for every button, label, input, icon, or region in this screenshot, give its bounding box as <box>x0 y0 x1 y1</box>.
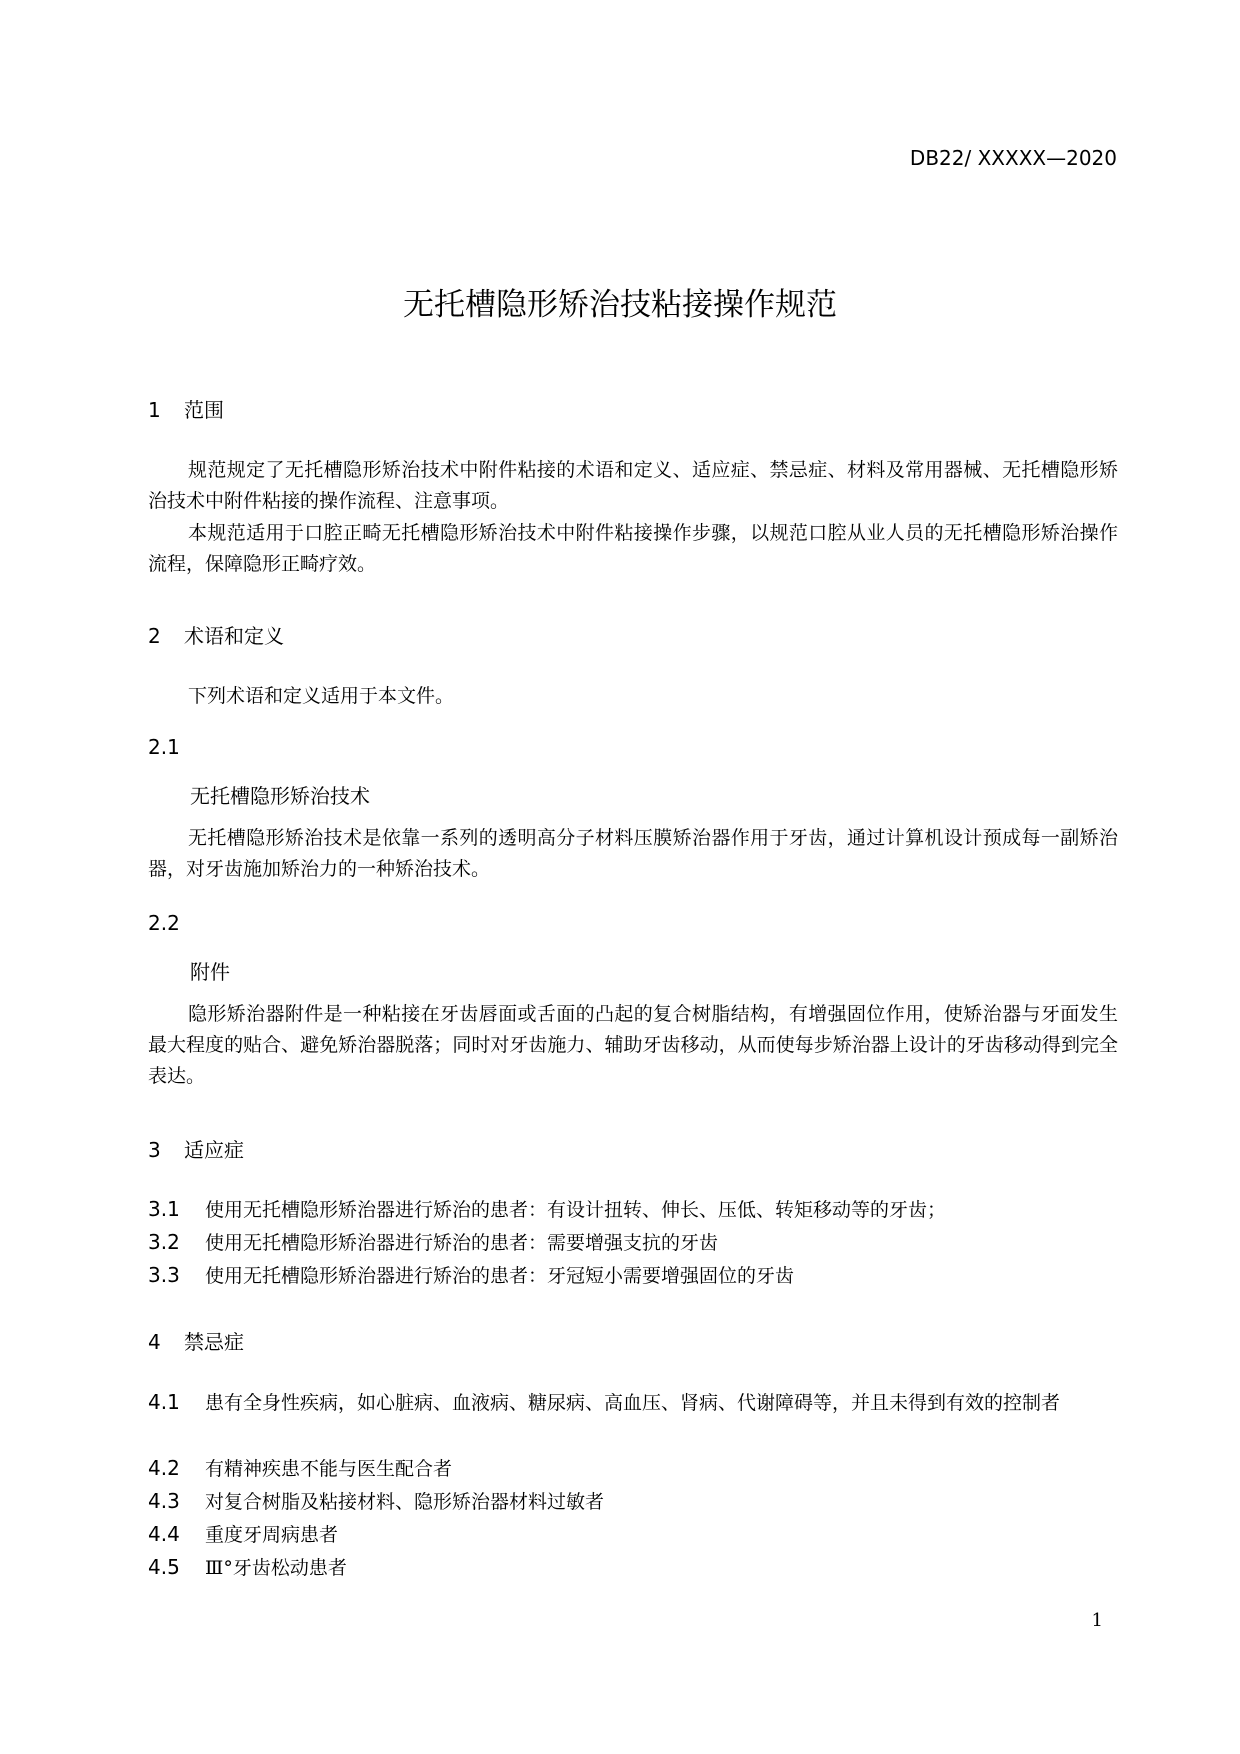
section-title: 适应症 <box>184 1138 244 1162</box>
section-heading-indications <box>148 1134 244 1163</box>
item-text: 使用无托槽隐形矫治器进行矫治的患者：需要增强支抗的牙齿 <box>205 1232 719 1254</box>
section-title: 范围 <box>184 398 224 422</box>
list-item <box>148 1226 1118 1260</box>
item-text: 使用无托槽隐形矫治器进行矫治的患者：有设计扭转、伸长、压低、转矩移动等的牙齿； <box>205 1199 947 1221</box>
paragraph: 本规范适用于口腔正畸无托槽隐形矫治技术中附件粘接操作步骤，以规范口腔从业人员的无托槽隐形矫治操作流程，保障隐形正畸疗效。 <box>148 522 1118 575</box>
list-item <box>148 1193 1118 1227</box>
item-text: 有精神疾患不能与医生配合者 <box>205 1458 453 1480</box>
item-text: Ⅲ°牙齿松动患者 <box>205 1557 347 1579</box>
item-text: 患有全身性疾病，如心脏病、血液病、糖尿病、高血压、肾病、代谢障碍等，并且未得到有效的控制者 <box>205 1392 1061 1414</box>
item-number: 3.3 <box>148 1263 180 1287</box>
term-definition: 无托槽隐形矫治技术是依靠一系列的透明高分子材料压膜矫治器作用于牙齿，通过计算机设计预成每一副矫治器，对牙齿施加矫治力的一种矫治技术。 <box>148 827 1118 880</box>
term-name: 无托槽隐形矫治技术 <box>190 784 370 808</box>
item-number: 3.2 <box>148 1230 180 1254</box>
item-number: 4.3 <box>148 1489 180 1513</box>
section-number: 1 <box>148 398 161 422</box>
item-number: 4.1 <box>148 1390 180 1414</box>
list-item <box>148 1386 1118 1420</box>
item-number: 3.1 <box>148 1197 180 1221</box>
term-number: 2.1 <box>148 735 180 759</box>
paragraph: 下列术语和定义适用于本文件。 <box>188 685 455 707</box>
section-heading-terms <box>148 620 284 649</box>
list-item <box>148 1452 1118 1486</box>
item-text: 使用无托槽隐形矫治器进行矫治的患者：牙冠短小需要增强固位的牙齿 <box>205 1265 795 1287</box>
item-text: 重度牙周病患者 <box>205 1524 339 1546</box>
page-number: 1 <box>1091 1610 1103 1631</box>
section-number: 4 <box>148 1330 161 1354</box>
list-item <box>148 1551 1118 1585</box>
item-number: 4.5 <box>148 1555 180 1579</box>
list-item <box>148 1485 1118 1519</box>
item-number: 4.4 <box>148 1522 180 1546</box>
paragraph: 规范规定了无托槽隐形矫治技术中附件粘接的术语和定义、适应症、禁忌症、材料及常用器械、无托槽隐形矫治技术中附件粘接的操作流程、注意事项。 <box>148 459 1118 512</box>
standard-number: DB22/ XXXXX—2020 <box>909 146 1117 170</box>
item-number: 4.2 <box>148 1456 180 1480</box>
section-number: 2 <box>148 624 161 648</box>
list-item <box>148 1518 1118 1552</box>
list-item <box>148 1259 1118 1293</box>
term-name: 附件 <box>190 960 230 984</box>
section-heading-scope <box>148 394 224 423</box>
section-heading-contraindications <box>148 1326 244 1355</box>
term-definition: 隐形矫治器附件是一种粘接在牙齿唇面或舌面的凸起的复合树脂结构，有增强固位作用，使矫治器与牙面发生最大程度的贴合、避免矫治器脱落；同时对牙齿施力、辅助牙齿移动，从而使每步矫治器上设计的牙齿移动得到完全表达。 <box>148 1003 1118 1087</box>
section-number: 3 <box>148 1138 161 1162</box>
document-title: 无托槽隐形矫治技粘接操作规范 <box>403 287 837 323</box>
section-title: 术语和定义 <box>184 624 284 648</box>
term-number: 2.2 <box>148 911 180 935</box>
item-text: 对复合树脂及粘接材料、隐形矫治器材料过敏者 <box>205 1491 605 1513</box>
section-title: 禁忌症 <box>184 1330 244 1354</box>
